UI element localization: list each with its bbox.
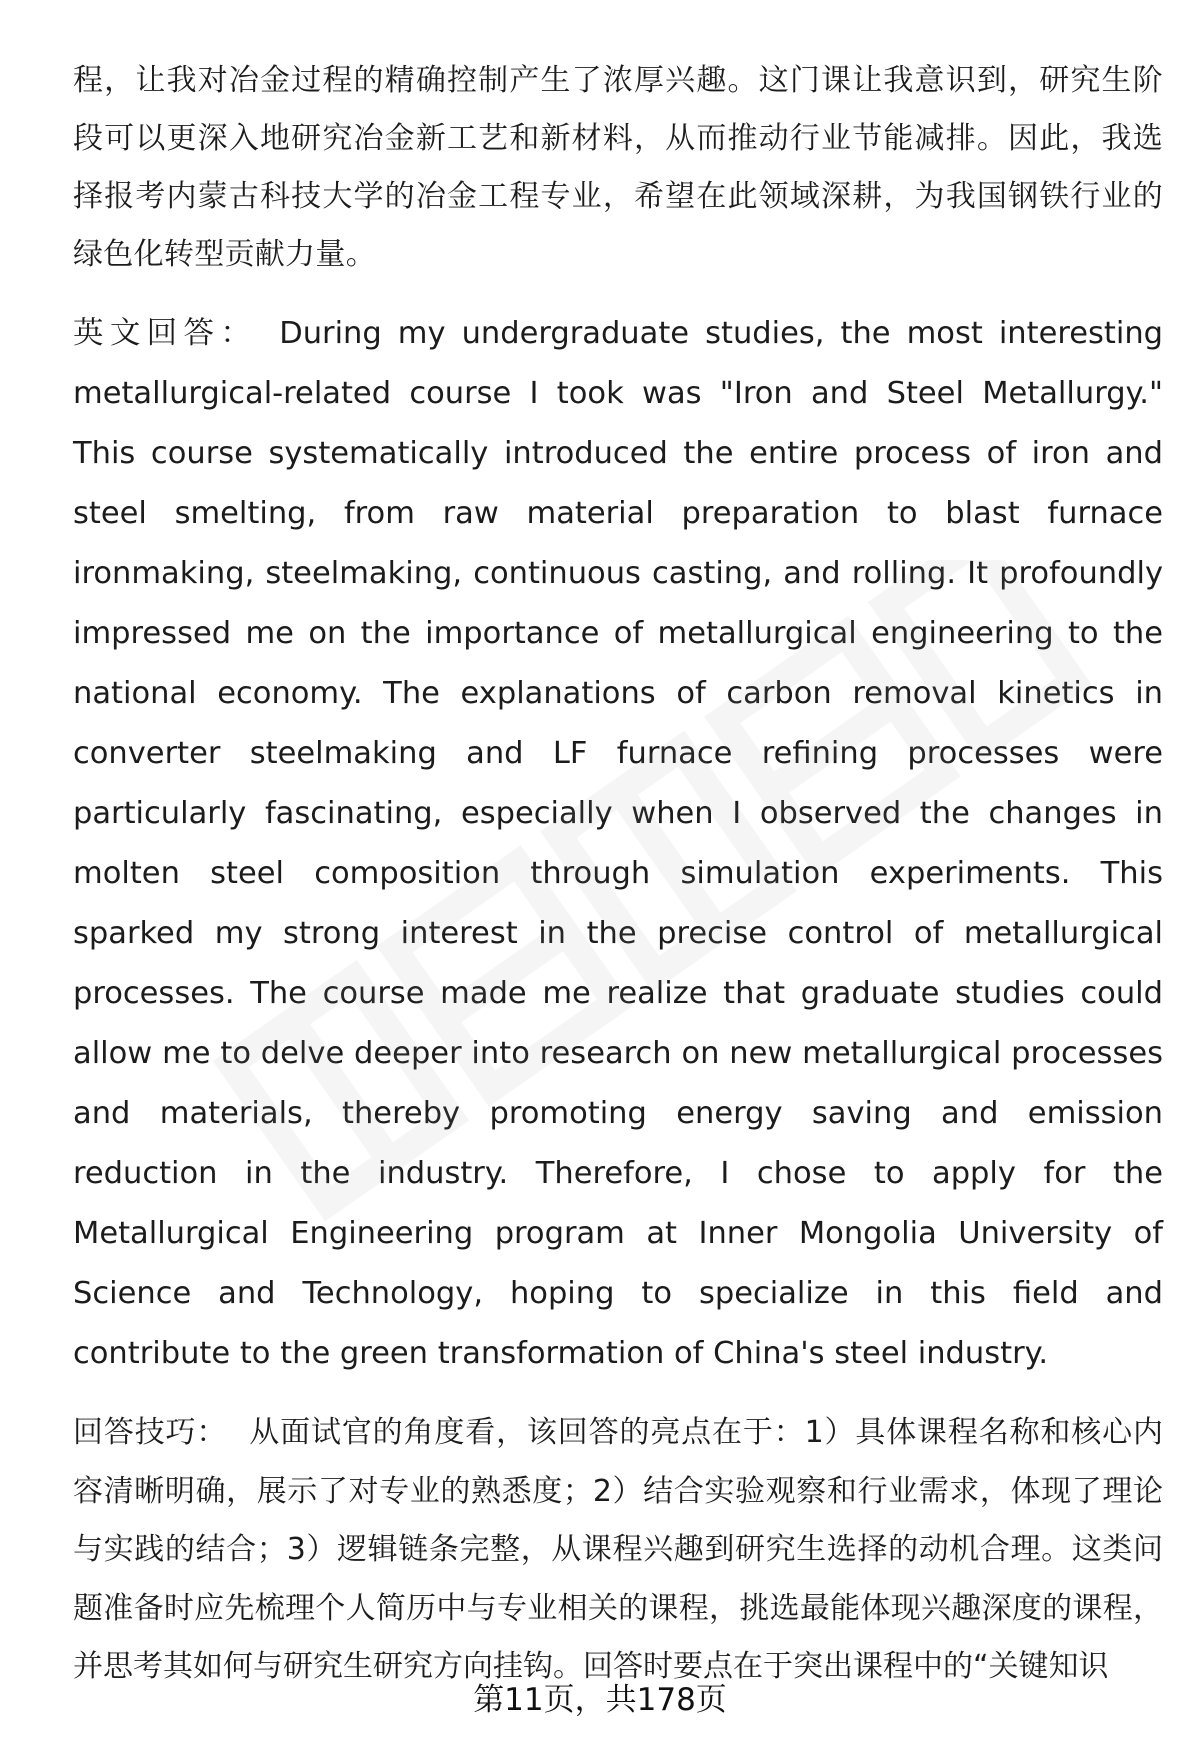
answer-tips-text: 从面试官的角度看，该回答的亮点在于：1）具体课程名称和核心内容清晰明确，展示了对专业的熟悉度；2）结合实验观察和行业需求，体现了理论与实践的结合；3）逻辑链条完整，从课程兴趣到研究生选择的动机合理。这类问题准备时应先梳理个人简历中与专业相关的课程，挑选最能体现兴趣深度的课程，并思考其如何与研究生研究方向挂钩。回答时要点在于突出课程中的“关键知识 [73, 1415, 1164, 1684]
document-page [73, 52, 1163, 1697]
intro-paragraph: 程，让我对冶金过程的精确控制产生了浓厚兴趣。这门课让我意识到，研究生阶段可以更深入地研究冶金新工艺和新材料，从而推动行业节能减排。因此，我选择报考内蒙古科技大学的冶金工程专业，希望在此领域深耕，为我国钢铁行业的绿色化转型贡献力量。 [73, 63, 1163, 272]
page-number: 第11页，共178页 [473, 1682, 727, 1718]
answer-tips-paragraph [73, 1404, 1163, 1697]
english-answer-text: During my undergraduate studies, the most interesting metallurgical-related course I took was "Iron and Steel Metallurgy." This course systematically introduced the entire process of iron and steel smelting, from raw material preparation to blast furnace ironmaking, steelmaking, continuous casting, and rolling. It profoundly impressed me on the importance of metallurgical engineering to the national economy. The explanations of carbon removal kinetics in converter steelmaking and LF furnace refining processes were particularly fascinating, especially when I observed the changes in molten steel composition through simulation experiments. This sparked my strong interest in the precise control of metallurgical processes. The course made me realize that graduate studies could allow me to delve deeper into research on new metallurgical processes and materials, thereby promoting energy saving and emission reduction in the industry. Therefore, I chose to apply for the Metallurgical Engineering program at Inner Mongolia University of Science and Technology, hoping to specialize in this field and contribute to the green transformation of China's steel industry. [73, 316, 1164, 1371]
english-answer-paragraph [73, 304, 1163, 1384]
answer-tips-label: 回答技巧： [73, 1415, 228, 1450]
english-answer-label: 英文回答： [73, 316, 258, 351]
